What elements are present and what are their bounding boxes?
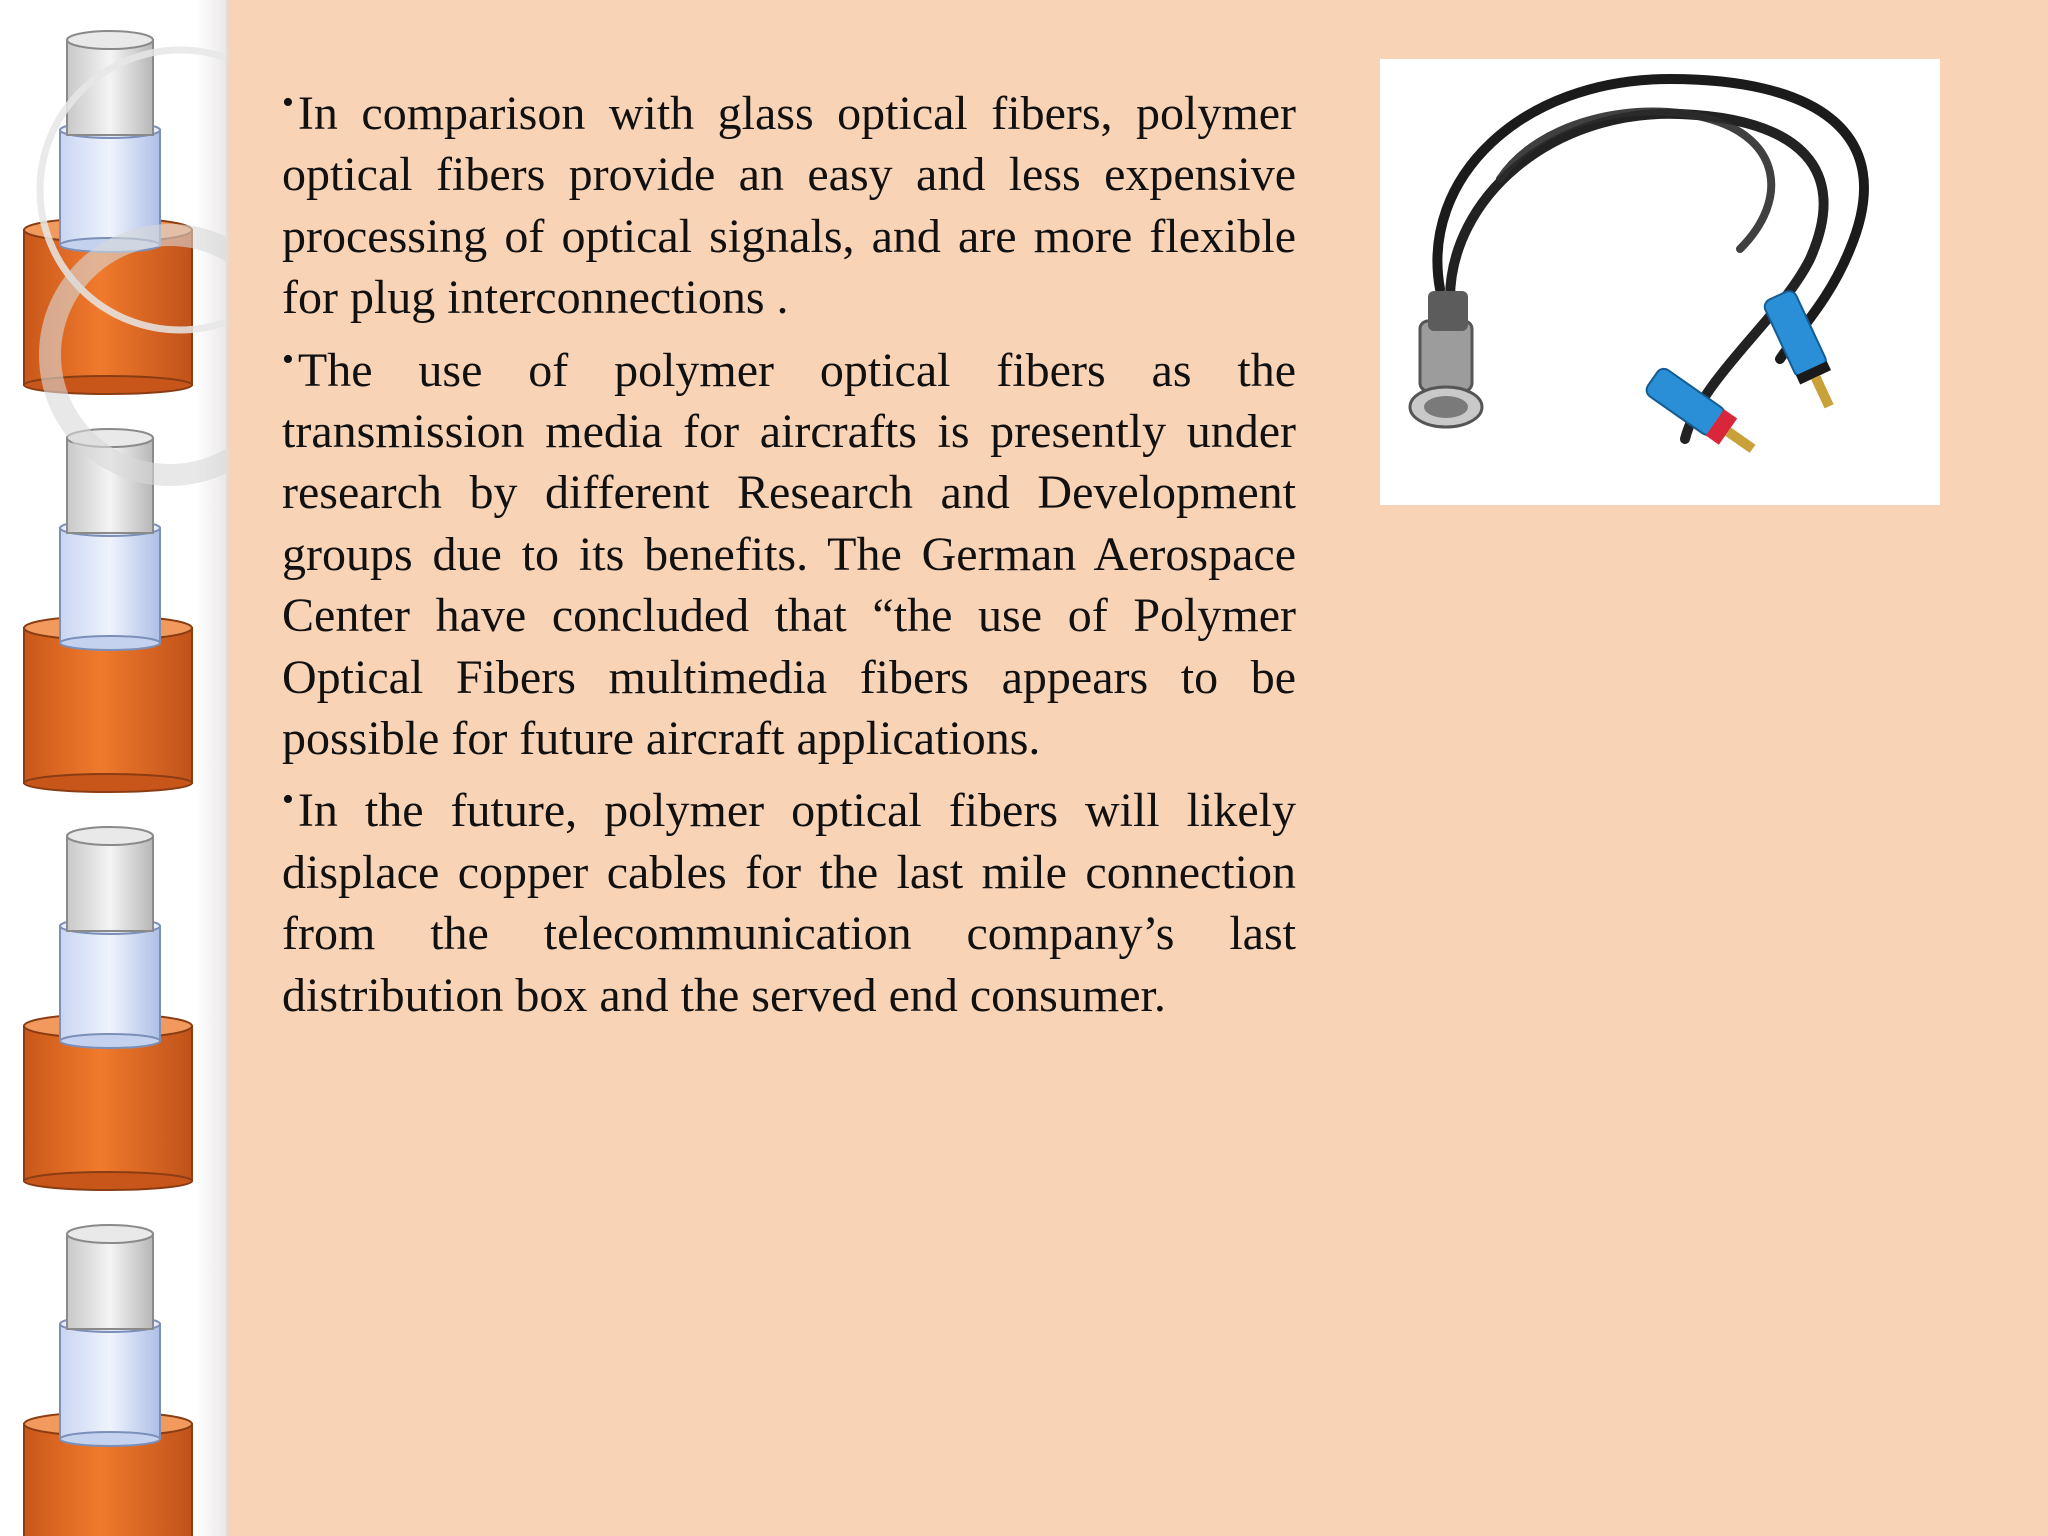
sidebar-divider: [226, 0, 229, 1536]
paragraph-text: In the future, polymer optical fibers will likely displace copper cables for the last mile connection from the telecommunication company’s last distribution box and the served end consumer.: [282, 784, 1296, 1022]
slide-body: [282, 72, 1296, 1026]
bullet-icon: •: [282, 340, 294, 378]
decorative-sidebar: [0, 0, 228, 1536]
paragraph-text: In comparison with glass optical fibers, polymer optical fibers provide an easy and less expensive processing of optical signals, and are more flexible for plug interconnections .: [282, 87, 1296, 325]
bullet-icon: •: [282, 781, 294, 819]
paragraph-text: The use of polymer optical fibers as the transmission media for aircrafts is presently under research by different Research and Development groups due to its benefits. The German Aerospace Center have concluded that “the use of Polymer Optical Fibers multimedia fibers appears to be possible for future aircraft applications.: [282, 343, 1296, 766]
bullet-paragraph: [282, 769, 1296, 1026]
optical-cable-photo: [1380, 59, 1940, 505]
bullet-icon: •: [282, 84, 294, 121]
cable-illustration: [1380, 59, 1940, 505]
fiber-cylinders-graphic: [0, 0, 228, 1536]
bullet-paragraph: [282, 329, 1296, 770]
bullet-paragraph: [282, 72, 1296, 329]
cylinder-stack: [24, 827, 192, 1190]
cylinder-stack: [24, 1225, 192, 1536]
